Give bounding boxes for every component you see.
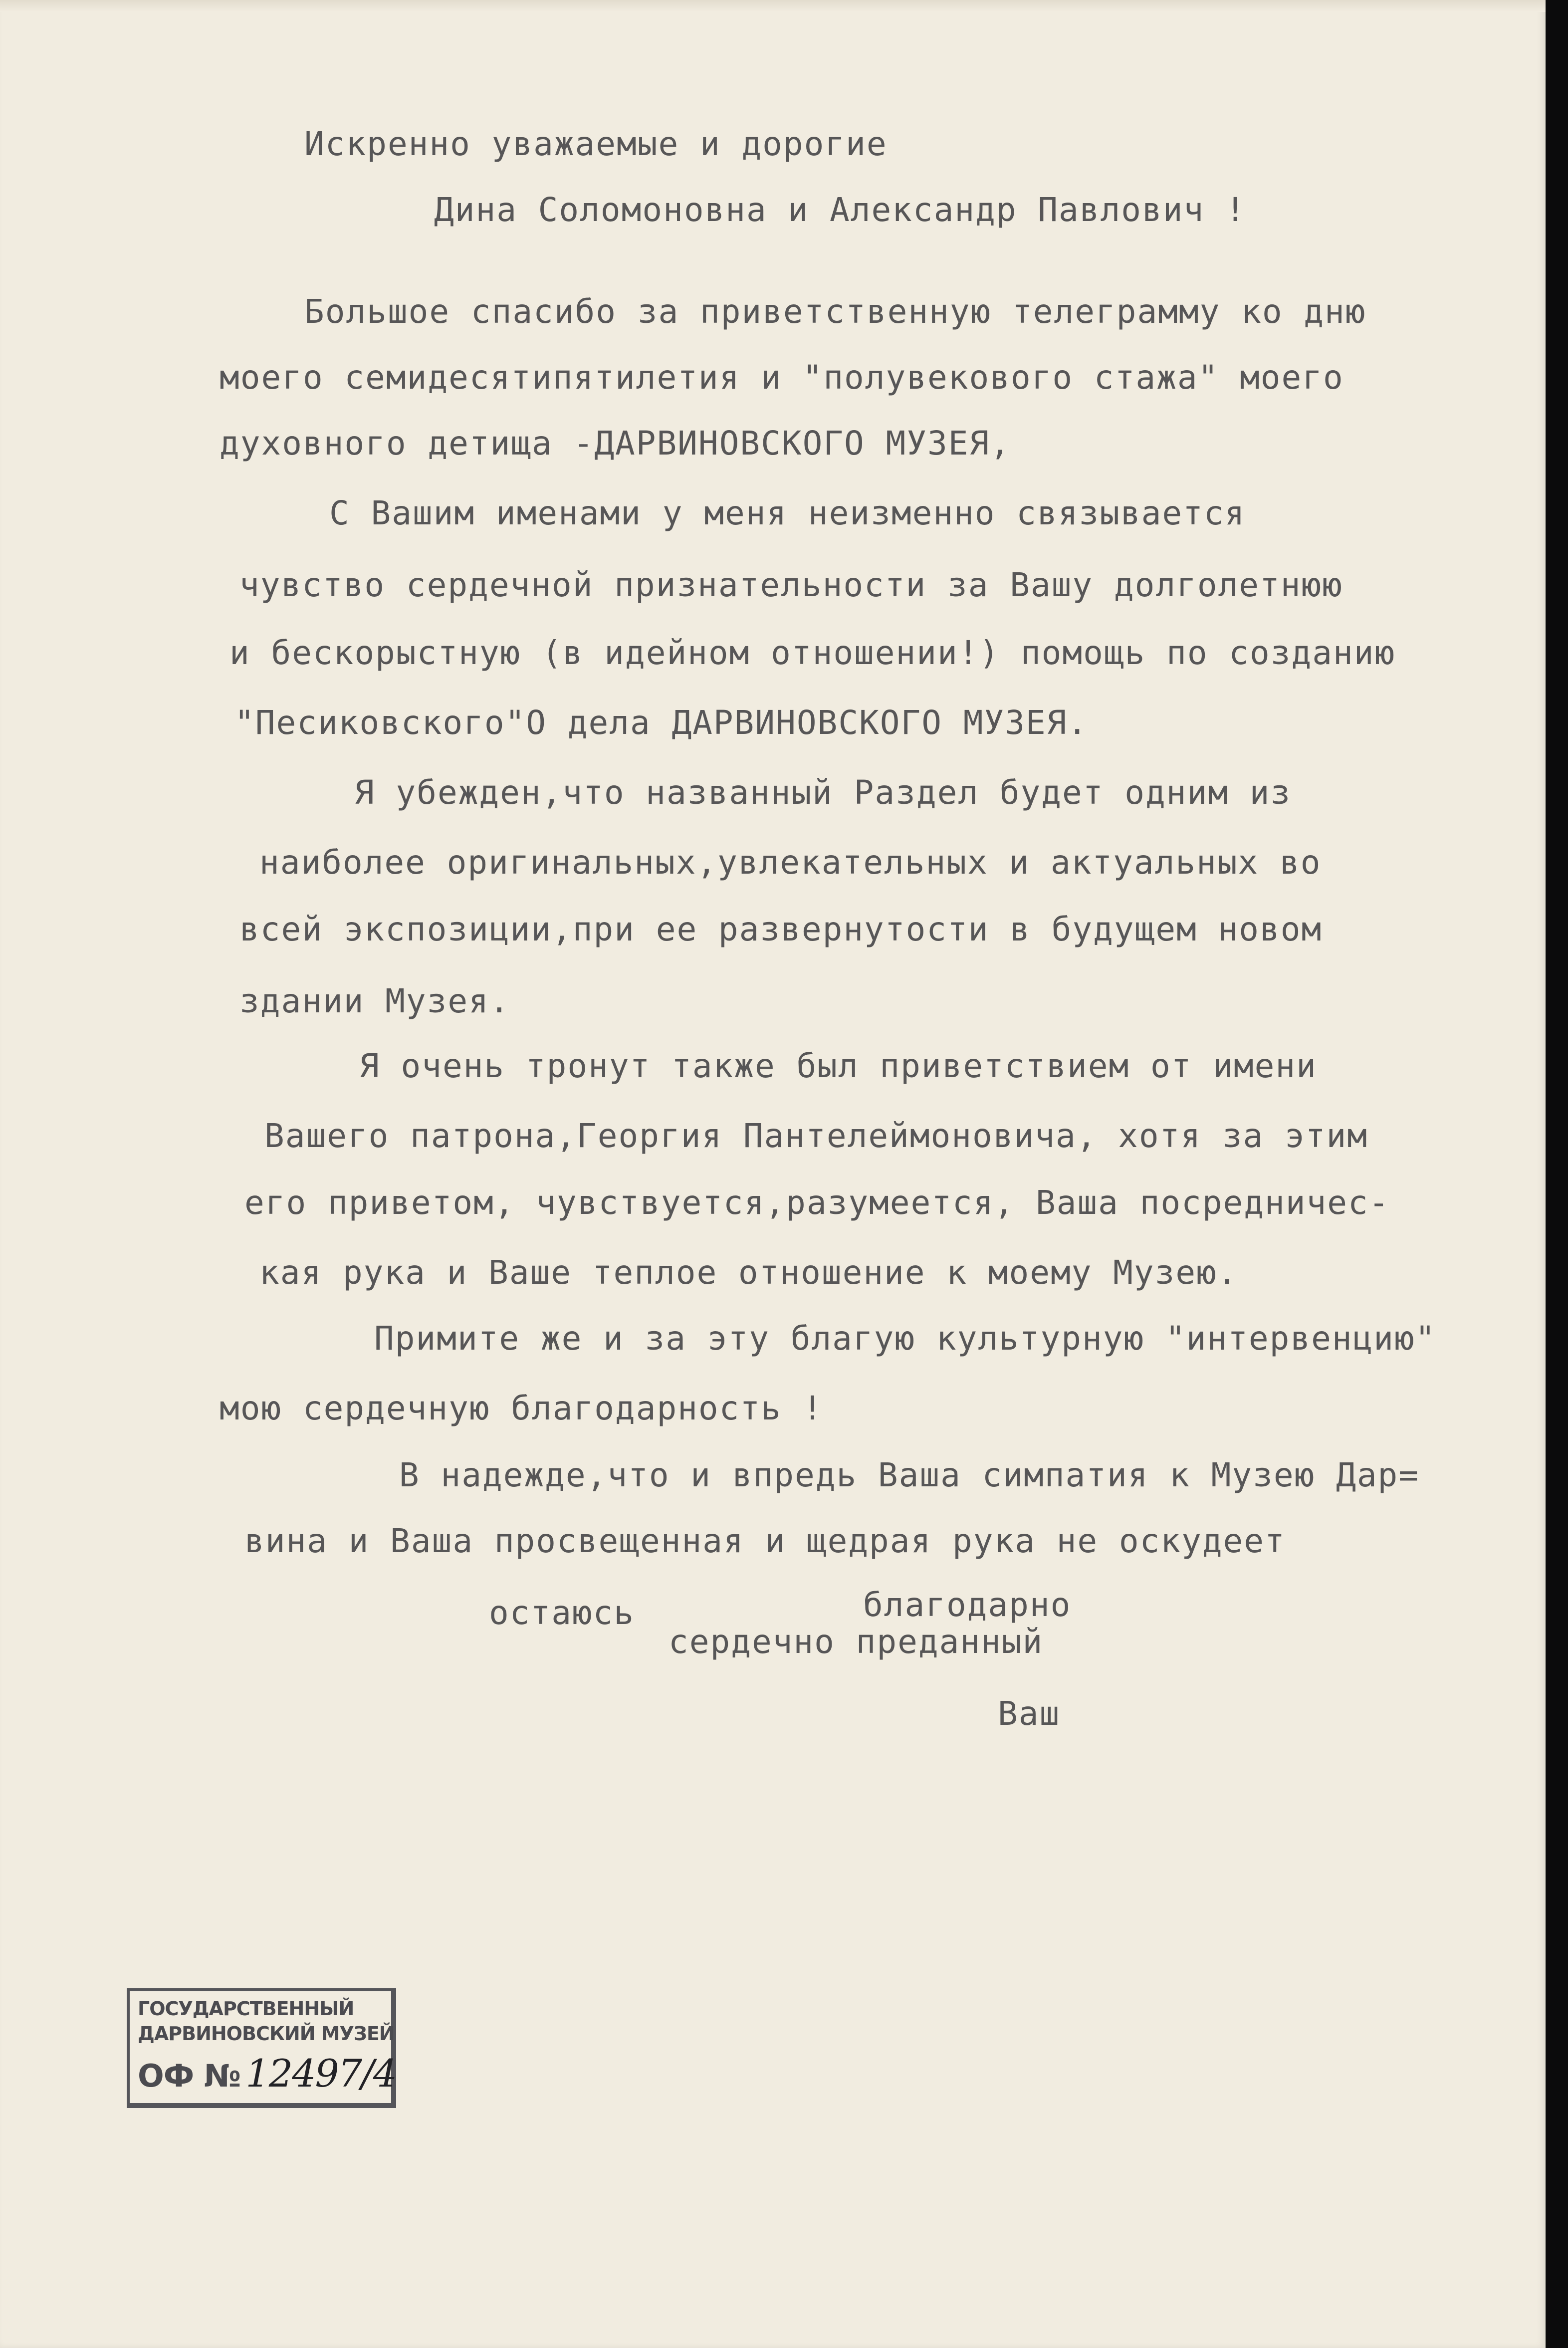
museum-stamp bbox=[127, 1988, 396, 2108]
letter-body-line: мою сердечную благодарность ! bbox=[220, 1389, 824, 1427]
letter-body-line: чувство сердечной признательности за Вашу долголетнюю bbox=[239, 566, 1343, 604]
letter-body-line: Большое спасибо за приветственную телеграмму ко дню bbox=[304, 292, 1366, 331]
stamp-inventory-number: 12497/4 bbox=[245, 2051, 397, 2096]
letter-body-line: духовного детища -ДАРВИНОВСКОГО МУЗЕЯ, bbox=[220, 424, 1011, 463]
stamp-line-1: ГОСУДАРСТВЕННЫЙ bbox=[138, 1998, 354, 2020]
stamp-line-2: ДАРВИНОВСКИЙ МУЗЕЙ bbox=[138, 2023, 395, 2045]
letter-body-line: моего семидесятипятилетия и "полувекового стажа" моего bbox=[220, 358, 1344, 397]
letter-body-line: Примите же и за эту благую культурную "интервенцию" bbox=[374, 1319, 1436, 1358]
letter-body-line: кая рука и Ваше теплое отношение к моему Музею. bbox=[259, 1253, 1238, 1292]
letter-body-line: наиболее оригинальных,увлекательных и актуальных во bbox=[259, 843, 1322, 882]
sheet-top-edge bbox=[0, 0, 1546, 12]
letter-body-line: всей экспозиции,при ее развернутости в будущем новом bbox=[239, 910, 1323, 948]
stamp-inventory-row bbox=[138, 2051, 396, 2096]
letter-closing-gratefully: благодарно bbox=[863, 1586, 1072, 1624]
letter-closing-remain: остаюсь bbox=[489, 1594, 635, 1632]
letter-body-line: Я очень тронут также был приветствием от имени bbox=[359, 1047, 1317, 1085]
letter-closing-yours: Ваш bbox=[998, 1694, 1061, 1733]
letter-body-line: вина и Ваша просвещенная и щедрая рука не оскудеет bbox=[244, 1522, 1286, 1560]
letter-salutation-line-1: Искренно уважаемые и дорогие bbox=[304, 125, 888, 163]
stamp-of-label: ОФ № bbox=[138, 2058, 241, 2094]
letter-closing-devoted: сердечно преданный bbox=[669, 1623, 1044, 1661]
letter-body-line: Вашего патрона,Георгия Пантелеймоновича, хотя за этим bbox=[264, 1117, 1368, 1155]
letter-body-line: и бескорыстную (в идейном отношении!) помощь по созданию bbox=[229, 634, 1396, 672]
letter-body-line: В надежде,что и впредь Ваша симпатия к Музею Дар= bbox=[399, 1456, 1420, 1494]
letter-body-line: его приветом, чувствуется,разумеется, Ваша посредничес- bbox=[244, 1183, 1390, 1222]
letter-body-line: "Песиковского"О дела ДАРВИНОВСКОГО МУЗЕЯ. bbox=[234, 704, 1089, 742]
letter-body-line: С Вашим именами у меня неизменно связывается bbox=[329, 494, 1246, 532]
letter-salutation-line-2: Дина Соломоновна и Александр Павлович ! bbox=[434, 191, 1246, 229]
letter-body-line: Я убежден,что названный Раздел будет одним из bbox=[354, 773, 1292, 812]
letter-body-line: здании Музея. bbox=[239, 982, 510, 1020]
